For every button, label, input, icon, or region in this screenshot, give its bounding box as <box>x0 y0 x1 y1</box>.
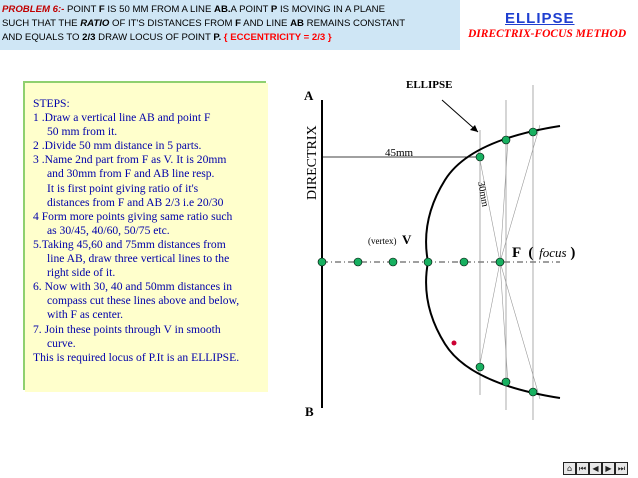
ellipse-pointer-arrow <box>442 100 478 132</box>
ellipse-point <box>529 388 537 396</box>
text: AND LINE <box>241 18 291 29</box>
dimension-45mm: 45mm <box>385 147 414 159</box>
text: P. <box>213 32 222 43</box>
text: IS MOVING IN A PLANE <box>277 4 385 15</box>
focus-label <box>512 245 575 261</box>
first-icon[interactable]: ⏮ <box>576 462 589 475</box>
step-line: as 30/45, 40/60, 50/75 etc. <box>47 223 170 237</box>
step-line: line AB, draw three vertical lines to the <box>47 252 230 266</box>
step-line: 6. Now with 30, 40 and 50mm distances in <box>33 280 233 294</box>
eccentricity-text: { ECCENTRICITY = 2/3 } <box>221 32 332 43</box>
text: POINT <box>64 4 99 15</box>
text: AB <box>290 18 304 29</box>
text: F <box>98 4 105 15</box>
focus-paren-close: ) <box>570 245 576 261</box>
division-point <box>389 258 397 266</box>
step-line: and 30mm from F and AB line resp. <box>47 167 215 181</box>
step-line: distances from F and AB 2/3 i.e 20/30 <box>47 195 224 209</box>
text: P <box>270 4 278 15</box>
vertex-point <box>424 258 432 266</box>
step-line: with F as center. <box>47 308 123 322</box>
step-line: It is first point giving ratio of it's <box>47 181 199 195</box>
vertex-prefix: (vertex) <box>368 236 397 246</box>
moving-point-p <box>452 341 457 346</box>
step-line: 4 Form more points giving same ratio such <box>33 209 233 223</box>
text: 2/3 <box>82 32 96 43</box>
step-line: right side of it. <box>47 266 116 280</box>
page-title: ELLIPSE <box>505 10 575 27</box>
text: RATIO <box>80 18 110 29</box>
step-line: This is required locus of P.It is an ELLIPSE. <box>33 350 240 364</box>
step-line: 7. Join these points through V in smooth <box>33 322 221 336</box>
vertex-label: V <box>402 232 412 247</box>
radial-line <box>500 262 508 384</box>
text: AB. <box>214 4 231 15</box>
step-line: compass cut these lines above and below, <box>47 294 240 308</box>
step-line: 5.Taking 45,60 and 75mm distances from <box>33 237 226 251</box>
ellipse-point <box>529 128 537 136</box>
step-line: 2 .Divide 50 mm distance in 5 parts. <box>33 139 202 153</box>
division-point <box>460 258 468 266</box>
problem-label: PROBLEM 6:- <box>2 4 65 15</box>
text: AND EQUALS TO <box>2 32 83 43</box>
ellipse-point <box>502 136 510 144</box>
ellipse-label: ELLIPSE <box>406 79 453 91</box>
focus-word: focus <box>539 245 567 260</box>
text: DRAW LOCUS OF POINT <box>95 32 214 43</box>
directrix-label: DIRECTRIX <box>305 125 320 200</box>
text: F <box>235 18 242 29</box>
step-line: curve. <box>47 336 76 350</box>
page-subtitle: DIRECTRIX-FOCUS METHOD <box>468 28 627 40</box>
focus-point <box>496 258 504 266</box>
focus-paren-open: ( <box>528 245 534 261</box>
step-line: 3 .Name 2nd part from F as V. It is 20mm <box>33 153 227 167</box>
label-b: B <box>305 404 314 419</box>
text: SUCH THAT THE <box>2 18 81 29</box>
text: OF IT'S DISTANCES FROM <box>109 18 236 29</box>
back-icon[interactable]: ◀ <box>589 462 602 475</box>
division-points <box>318 258 504 266</box>
focus-letter: F <box>512 245 521 261</box>
dimension-30mm: 30mm <box>475 180 491 208</box>
step-line: 1 .Draw a vertical line AB and point F <box>33 111 211 125</box>
home-icon[interactable]: ⌂ <box>563 462 576 475</box>
steps-heading: STEPS: <box>33 97 70 110</box>
last-icon[interactable]: ⏭ <box>615 462 628 475</box>
text: REMAINS CONSTANT <box>303 18 406 29</box>
text: IS 50 MM FROM A LINE <box>104 4 215 15</box>
slide-navigation-toolbar <box>563 462 628 475</box>
label-a: A <box>304 88 314 103</box>
forward-icon[interactable]: ▶ <box>602 462 615 475</box>
ellipse-point <box>502 378 510 386</box>
radial-line <box>478 262 500 374</box>
step-line: 50 mm from it. <box>47 125 118 139</box>
ellipse-point <box>476 363 484 371</box>
radial-line <box>500 140 508 262</box>
ellipse-point <box>476 153 484 161</box>
division-point <box>318 258 326 266</box>
text: A POINT <box>230 4 271 15</box>
division-point <box>354 258 362 266</box>
